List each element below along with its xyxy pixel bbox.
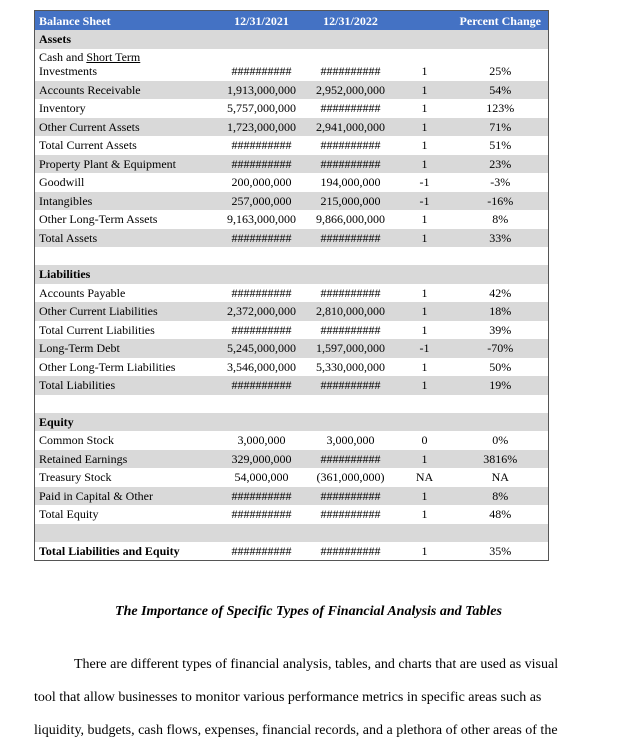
row-label: Total Assets	[35, 229, 219, 248]
spacer-cell	[35, 247, 549, 265]
table-row	[35, 450, 549, 469]
cell-percent: 50%	[489, 359, 512, 374]
cell-direction: NA	[415, 470, 434, 485]
header-balance-sheet: Balance Sheet	[35, 11, 219, 31]
table-row	[35, 192, 549, 211]
cell-direction: 1	[421, 507, 428, 522]
section-title-equity: Equity	[35, 413, 549, 432]
section-heading: The Importance of Specific Types of Financial Analysis and Tables	[115, 604, 502, 619]
cash-label-part2: Short Term	[86, 49, 141, 64]
cell-direction: 1	[421, 359, 428, 374]
cell-2022: ##########	[305, 376, 397, 395]
cell-direction: 1	[421, 212, 428, 227]
cell-direction: 0	[421, 433, 428, 448]
cell-direction: 1	[421, 543, 428, 558]
cell-2022: ##########	[320, 322, 381, 337]
liability-rows	[35, 284, 549, 395]
table-row	[35, 487, 549, 506]
cell-2021: ##########	[231, 543, 292, 558]
cell-percent: 0%	[492, 433, 509, 448]
table-row	[35, 321, 549, 340]
cell-2022: ##########	[320, 285, 381, 300]
grand-total-row	[35, 542, 549, 561]
cell-direction: -1	[397, 192, 453, 211]
table-row	[35, 339, 549, 358]
spacer-cell	[35, 524, 549, 542]
cell-2022: ##########	[320, 101, 381, 116]
section-row-equity	[35, 413, 549, 432]
row-label: Other Long-Term Liabilities	[39, 359, 176, 374]
body-paragraph	[34, 648, 582, 747]
cell-percent: NA	[491, 470, 509, 485]
asset-rows	[35, 81, 549, 248]
cell-2021: ##########	[231, 507, 292, 522]
cell-percent: -16%	[453, 192, 549, 211]
cell-2022: 9,866,000,000	[316, 212, 385, 227]
table-row	[35, 376, 549, 395]
cell-direction: 1	[421, 138, 428, 153]
cell-direction: 1	[421, 322, 428, 337]
table-row	[35, 49, 549, 81]
table-row	[35, 358, 549, 377]
spacer-row	[35, 524, 549, 542]
cell-2022: ##########	[305, 487, 397, 506]
cash-label-part1: Cash and	[39, 49, 87, 64]
cell-direction: 1	[397, 302, 453, 321]
cell-percent: 25%	[489, 63, 512, 78]
row-label: Paid in Capital & Other	[35, 487, 219, 506]
header-2021: 12/31/2021	[219, 11, 305, 31]
cash-label-part3: Investments	[39, 63, 97, 78]
cell-2021: 5,757,000,000	[227, 101, 296, 116]
cell-2021: 1,723,000,000	[219, 118, 305, 137]
cell-percent: 42%	[489, 285, 512, 300]
cell-2021: 3,000,000	[237, 433, 286, 448]
row-label: Common Stock	[39, 433, 115, 448]
cell-2022: ##########	[320, 507, 381, 522]
cell-percent: 8%	[453, 487, 549, 506]
cell-percent: 35%	[489, 543, 512, 558]
cell-2021: 329,000,000	[219, 450, 305, 469]
row-label: Total Liabilities	[35, 376, 219, 395]
table-row	[35, 118, 549, 137]
section-row-assets	[35, 30, 549, 49]
cell-direction: -1	[397, 339, 453, 358]
cell-2021: ##########	[219, 376, 305, 395]
cell-2021: 2,372,000,000	[219, 302, 305, 321]
cell-direction: 1	[397, 487, 453, 506]
cell-2021: 200,000,000	[231, 175, 292, 190]
cell-2022: 215,000,000	[305, 192, 397, 211]
table-row	[35, 99, 549, 118]
cell-percent: 23%	[453, 155, 549, 174]
cell-percent: -70%	[453, 339, 549, 358]
section-title-assets: Assets	[35, 30, 549, 49]
header-percent-change: Percent Change	[453, 11, 549, 31]
cell-2021: ##########	[231, 285, 292, 300]
table-row	[35, 136, 549, 155]
balance-sheet-table	[34, 10, 549, 561]
cell-2022: (361,000,000)	[316, 470, 385, 485]
cell-2022: 1,597,000,000	[305, 339, 397, 358]
cell-percent: 48%	[489, 507, 512, 522]
cell-percent: 54%	[453, 81, 549, 100]
cell-2022: ##########	[305, 450, 397, 469]
cell-2021: ##########	[231, 322, 292, 337]
row-label: Retained Earnings	[35, 450, 219, 469]
cell-direction: 1	[397, 81, 453, 100]
table-row	[35, 210, 549, 229]
cell-2021: ##########	[219, 229, 305, 248]
cell-2021: ##########	[231, 63, 292, 78]
table-row	[35, 302, 549, 321]
cell-2022: 2,810,000,000	[305, 302, 397, 321]
row-label: Total Current Assets	[39, 138, 137, 153]
spacer-cell	[35, 395, 549, 413]
table-row	[35, 155, 549, 174]
row-label-grand-total: Total Liabilities and Equity	[39, 543, 180, 558]
cell-2022: 3,000,000	[326, 433, 375, 448]
row-label: Long-Term Debt	[35, 339, 219, 358]
cell-direction: 1	[397, 450, 453, 469]
table-row	[35, 284, 549, 303]
table-header-row	[35, 11, 549, 31]
cell-2021: 54,000,000	[234, 470, 289, 485]
row-label: Treasury Stock	[39, 470, 112, 485]
row-label: Accounts Payable	[39, 285, 126, 300]
table-row	[35, 505, 549, 524]
cell-2022: 5,330,000,000	[316, 359, 385, 374]
table-row	[35, 81, 549, 100]
cell-direction: 1	[421, 285, 428, 300]
equity-rows	[35, 431, 549, 524]
cell-2021: 3,546,000,000	[227, 359, 296, 374]
cell-direction: 1	[397, 376, 453, 395]
cell-percent: -3%	[490, 175, 511, 190]
cell-direction: -1	[419, 175, 430, 190]
spacer-row	[35, 395, 549, 413]
cell-2021: 5,245,000,000	[219, 339, 305, 358]
cell-direction: 1	[397, 155, 453, 174]
cell-2022: ##########	[320, 543, 381, 558]
cell-2022: ##########	[305, 155, 397, 174]
cell-percent: 18%	[453, 302, 549, 321]
table-row	[35, 431, 549, 450]
spacer-row	[35, 247, 549, 265]
cell-direction: 1	[397, 229, 453, 248]
cell-2021: ##########	[231, 138, 292, 153]
section-row-liabilities	[35, 265, 549, 284]
cell-2021: ##########	[219, 487, 305, 506]
cell-2022: 2,941,000,000	[305, 118, 397, 137]
section-title-liabilities: Liabilities	[35, 265, 549, 284]
cell-2022: 2,952,000,000	[305, 81, 397, 100]
row-label: Other Current Assets	[35, 118, 219, 137]
cell-percent: 33%	[453, 229, 549, 248]
table-row	[35, 229, 549, 248]
row-label: Total Current Liabilities	[39, 322, 155, 337]
row-label: Other Long-Term Assets	[39, 212, 158, 227]
cell-2022: 194,000,000	[320, 175, 381, 190]
cell-percent: 8%	[492, 212, 509, 227]
row-label: Other Current Liabilities	[35, 302, 219, 321]
row-label: Total Equity	[39, 507, 99, 522]
cell-direction: 1	[397, 118, 453, 137]
row-label-cash	[35, 49, 219, 81]
row-label: Intangibles	[35, 192, 219, 211]
cell-2022: ##########	[320, 138, 381, 153]
cell-2022: ##########	[320, 63, 381, 78]
cell-2021: 1,913,000,000	[219, 81, 305, 100]
table-row	[35, 468, 549, 487]
cell-direction: 1	[421, 63, 428, 78]
row-label: Property Plant & Equipment	[35, 155, 219, 174]
cell-percent: 39%	[489, 322, 512, 337]
cell-percent: 19%	[453, 376, 549, 395]
row-label: Goodwill	[39, 175, 85, 190]
row-label: Inventory	[39, 101, 86, 116]
cell-percent: 51%	[489, 138, 512, 153]
paragraph-text: There are different types of financial analysis, tables, and charts that are used as visual tool that allow businesses to monitor various performance metrics in specific areas such as liquidity, budgets, cash flows, expenses, financial records, and a plethora of other areas of the	[34, 657, 559, 738]
cell-percent: 3816%	[453, 450, 549, 469]
cell-2021: 257,000,000	[219, 192, 305, 211]
cell-2021: 9,163,000,000	[227, 212, 296, 227]
cell-2021: ##########	[219, 155, 305, 174]
cell-percent: 123%	[486, 101, 515, 116]
table-row	[35, 173, 549, 192]
header-direction	[397, 11, 453, 31]
cell-direction: 1	[421, 101, 428, 116]
cell-2022: ##########	[305, 229, 397, 248]
header-2022: 12/31/2022	[305, 11, 397, 31]
row-label: Accounts Receivable	[35, 81, 219, 100]
cell-percent: 71%	[453, 118, 549, 137]
